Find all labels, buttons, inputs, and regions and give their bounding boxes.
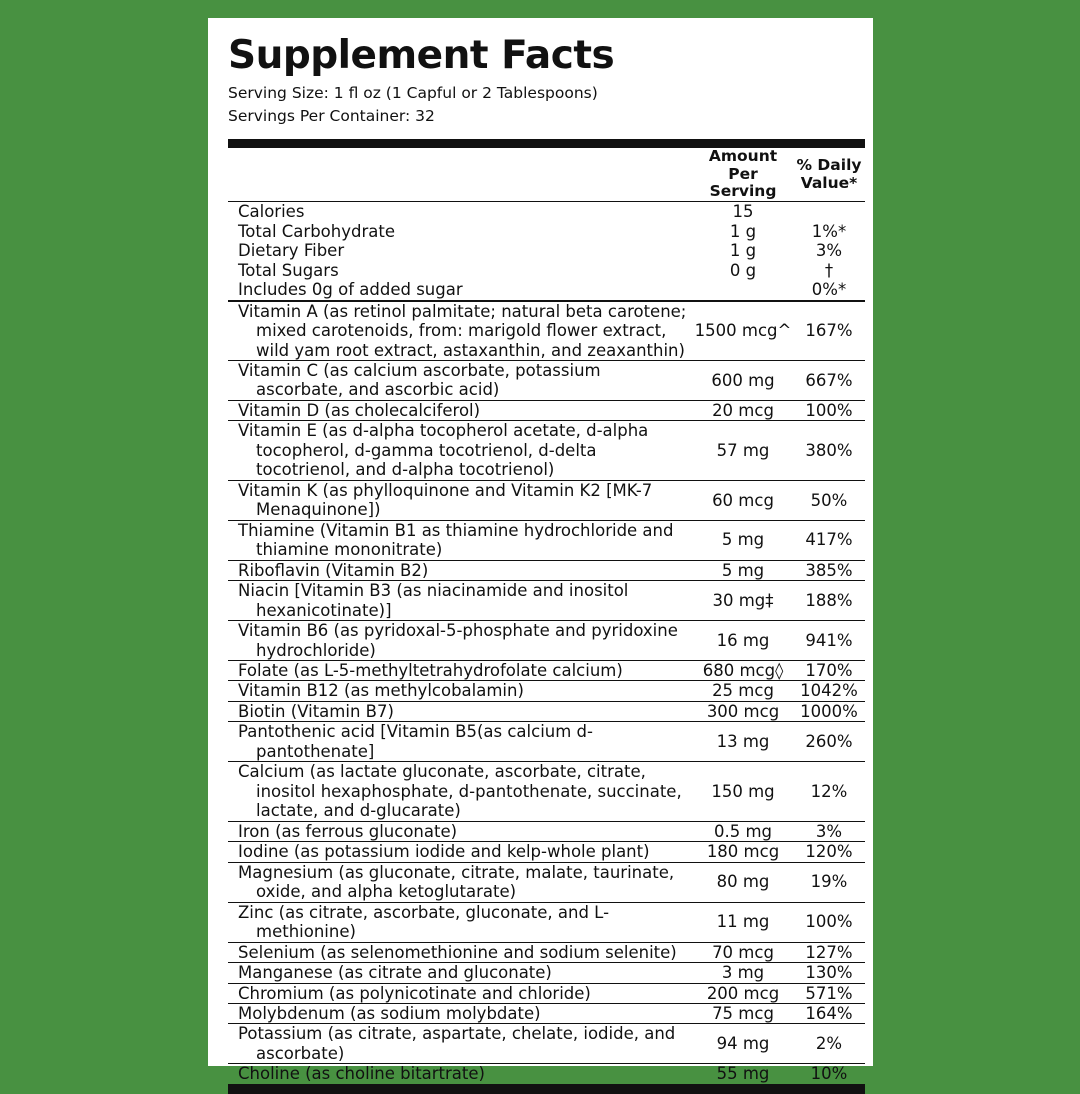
nutrient-name: Folate (as L-5-methyltetrahydrofolate calcium) xyxy=(228,661,693,681)
serving-size-text: Serving Size: 1 fl oz (1 Capful or 2 Tablespoons) xyxy=(228,83,598,102)
header-daily-value: % Daily Value* xyxy=(793,143,865,201)
nutrient-amount: 57 mg xyxy=(693,421,793,480)
nutrient-amount xyxy=(693,280,793,300)
nutrient-name: Vitamin B6 (as pyridoxal-5-phosphate and pyridoxine hydrochloride) xyxy=(228,621,693,661)
nutrient-daily-value: 3% xyxy=(793,821,865,841)
nutrient-name: Calcium (as lactate gluconate, ascorbate, citrate, inositol hexaphosphate, d-pantothenate, succinate, lactate, and d-glucarate) xyxy=(228,762,693,821)
nutrient-amount: 1 g xyxy=(729,241,757,261)
nutrient-name: Biotin (Vitamin B7) xyxy=(228,701,693,721)
nutrient-name: Iodine (as potassium iodide and kelp-whole plant) xyxy=(228,842,693,862)
nutrient-amount: 3 mg xyxy=(693,963,793,983)
nutrient-name: Manganese (as citrate and gluconate) xyxy=(228,963,693,983)
nutrient-amount: 70 mcg xyxy=(693,942,793,962)
nutrient-name: Iron (as ferrous gluconate) xyxy=(228,821,693,841)
nutrient-amount: 11 mg xyxy=(693,902,793,942)
nutrient-daily-value: 130% xyxy=(793,963,865,983)
nutrient-name: Riboflavin (Vitamin B2) xyxy=(228,560,693,580)
nutrient-daily-value: 1000% xyxy=(793,701,865,721)
table-row xyxy=(228,261,865,280)
nutrient-amount: 60 mcg xyxy=(693,480,793,520)
table-row xyxy=(228,301,865,361)
table-row xyxy=(228,1024,865,1064)
page-title: Supplement Facts xyxy=(228,33,615,78)
nutrient-amount: 30 mg‡ xyxy=(693,581,793,621)
nutrient-name: Molybdenum (as sodium molybdate) xyxy=(228,1003,693,1023)
nutrient-daily-value: 2% xyxy=(793,1024,865,1064)
nutrient-daily-value: 385% xyxy=(793,560,865,580)
nutrient-name: Chromium (as polynicotinate and chloride) xyxy=(228,983,693,1003)
nutrient-name: Total Carbohydrate xyxy=(238,221,395,241)
nutrient-name: Choline (as choline bitartrate) xyxy=(228,1064,693,1084)
nutrient-name: Vitamin C (as calcium ascorbate, potassium ascorbate, and ascorbic acid) xyxy=(228,360,693,400)
nutrient-amount: 5 mg xyxy=(693,520,793,560)
table-row xyxy=(228,360,865,400)
nutrient-daily-value: 3% xyxy=(815,241,843,261)
panel-inner xyxy=(208,18,873,1094)
nutrient-daily-value xyxy=(793,202,865,222)
nutrient-name: Magnesium (as gluconate, citrate, malate, taurinate, oxide, and alpha ketoglutarate) xyxy=(228,862,693,902)
table-row xyxy=(228,821,865,841)
nutrient-amount: 300 mcg xyxy=(693,701,793,721)
table-row xyxy=(228,241,865,260)
nutrient-name: Selenium (as selenomethionine and sodium selenite) xyxy=(228,942,693,962)
nutrient-daily-value: 12% xyxy=(793,762,865,821)
nutrient-daily-value: 127% xyxy=(793,942,865,962)
nutrient-daily-value: 941% xyxy=(793,621,865,661)
table-row xyxy=(228,480,865,520)
table-row xyxy=(228,400,865,420)
nutrient-name: Vitamin B12 (as methylcobalamin) xyxy=(228,681,693,701)
nutrient-daily-value: 1042% xyxy=(793,681,865,701)
nutrient-amount: 80 mg xyxy=(693,862,793,902)
nutrient-amount: 5 mg xyxy=(693,560,793,580)
nutrient-name: Niacin [Vitamin B3 (as niacinamide and inositol hexanicotinate)] xyxy=(228,581,693,621)
nutrient-daily-value: 100% xyxy=(793,400,865,420)
servings-per-container-text: Servings Per Container: 32 xyxy=(228,106,435,125)
header-amount-per-serving: Amount Per Serving xyxy=(693,143,793,201)
nutrient-amount: 680 mcg◊ xyxy=(693,661,793,681)
nutrient-amount: 75 mcg xyxy=(693,1003,793,1023)
nutrient-name: Vitamin E (as d-alpha tocopherol acetate, d-alpha tocopherol, d-gamma tocotrienol, d-delta tocotrienol, and d-alpha tocotrienol) xyxy=(228,421,693,480)
nutrient-daily-value: 167% xyxy=(793,301,865,361)
nutrient-daily-value: 380% xyxy=(793,421,865,480)
nutrient-amount: 150 mg xyxy=(693,762,793,821)
nutrient-daily-value: 10% xyxy=(793,1064,865,1084)
nutrient-daily-value: 100% xyxy=(793,902,865,942)
table-row xyxy=(228,983,865,1003)
nutrient-daily-value: 19% xyxy=(793,862,865,902)
nutrient-name: Includes 0g of added sugar xyxy=(228,280,693,300)
table-row xyxy=(228,681,865,701)
table-row xyxy=(228,942,865,962)
table-row xyxy=(228,963,865,983)
supplement-facts-table xyxy=(228,139,865,1085)
nutrient-name: Zinc (as citrate, ascorbate, gluconate, and L-methionine) xyxy=(228,902,693,942)
nutrient-daily-value: 571% xyxy=(793,983,865,1003)
nutrient-daily-value: 120% xyxy=(793,842,865,862)
table-row xyxy=(228,762,865,821)
table-body xyxy=(228,143,865,1084)
nutrient-name: Vitamin A (as retinol palmitate; natural beta carotene; mixed carotenoids, from: marigold flower extract, wild yam root extract, astaxanthin, and zeaxanthin) xyxy=(228,301,693,361)
table-row xyxy=(228,280,865,300)
nutrient-amount: 1500 mcg^ xyxy=(693,301,793,361)
nutrient-name: Vitamin K (as phylloquinone and Vitamin K2 [MK-7 Menaquinone]) xyxy=(228,480,693,520)
nutrient-name: Total Sugars xyxy=(238,260,339,280)
nutrient-amount: 180 mcg xyxy=(693,842,793,862)
nutrient-amount: 15 xyxy=(732,202,754,222)
table-row xyxy=(228,421,865,480)
nutrient-daily-value: 188% xyxy=(793,581,865,621)
table-row xyxy=(228,1064,865,1084)
nutrient-daily-value: 1%* xyxy=(811,221,847,241)
table-row xyxy=(228,902,865,942)
nutrient-amount: 25 mcg xyxy=(693,681,793,701)
table-row xyxy=(228,661,865,681)
nutrient-amount: 55 mg xyxy=(693,1064,793,1084)
table-row xyxy=(228,701,865,721)
header-nutrient xyxy=(228,143,693,201)
bottom-rule xyxy=(228,1085,865,1094)
nutrient-daily-value: 667% xyxy=(793,360,865,400)
nutrient-name: Potassium (as citrate, aspartate, chelate, iodide, and ascorbate) xyxy=(228,1024,693,1064)
table-row xyxy=(228,621,865,661)
nutrient-name: Vitamin D (as cholecalciferol) xyxy=(228,400,693,420)
table-row xyxy=(228,202,865,222)
nutrient-amount: 16 mg xyxy=(693,621,793,661)
nutrient-name: Pantothenic acid [Vitamin B5(as calcium d-pantothenate] xyxy=(228,722,693,762)
table-row xyxy=(228,581,865,621)
nutrient-amount: 0.5 mg xyxy=(693,821,793,841)
nutrient-name: Thiamine (Vitamin B1 as thiamine hydrochloride and thiamine mononitrate) xyxy=(228,520,693,560)
nutrient-amount: 20 mcg xyxy=(693,400,793,420)
nutrient-daily-value: 260% xyxy=(793,722,865,762)
nutrient-name: Calories xyxy=(238,202,305,222)
supplement-facts-panel xyxy=(208,18,873,1084)
nutrient-daily-value: 164% xyxy=(793,1003,865,1023)
nutrient-amount: 0 g xyxy=(729,260,757,280)
table-row xyxy=(228,862,865,902)
nutrient-daily-value: 0%* xyxy=(793,280,865,300)
table-row xyxy=(228,560,865,580)
nutrient-amount: 600 mg xyxy=(693,360,793,400)
table-header-row xyxy=(228,143,865,201)
nutrient-name: Dietary Fiber xyxy=(238,241,345,261)
nutrient-amount: 94 mg xyxy=(693,1024,793,1064)
nutrient-amount: 1 g xyxy=(729,221,757,241)
table-row xyxy=(228,520,865,560)
nutrient-daily-value: † xyxy=(824,260,834,280)
table-row xyxy=(228,722,865,762)
nutrient-amount: 200 mcg xyxy=(693,983,793,1003)
nutrient-daily-value: 50% xyxy=(793,480,865,520)
nutrient-amount: 13 mg xyxy=(693,722,793,762)
nutrient-daily-value: 417% xyxy=(793,520,865,560)
table-row xyxy=(228,1003,865,1023)
table-row xyxy=(228,842,865,862)
nutrient-daily-value: 170% xyxy=(793,661,865,681)
table-row xyxy=(228,222,865,241)
